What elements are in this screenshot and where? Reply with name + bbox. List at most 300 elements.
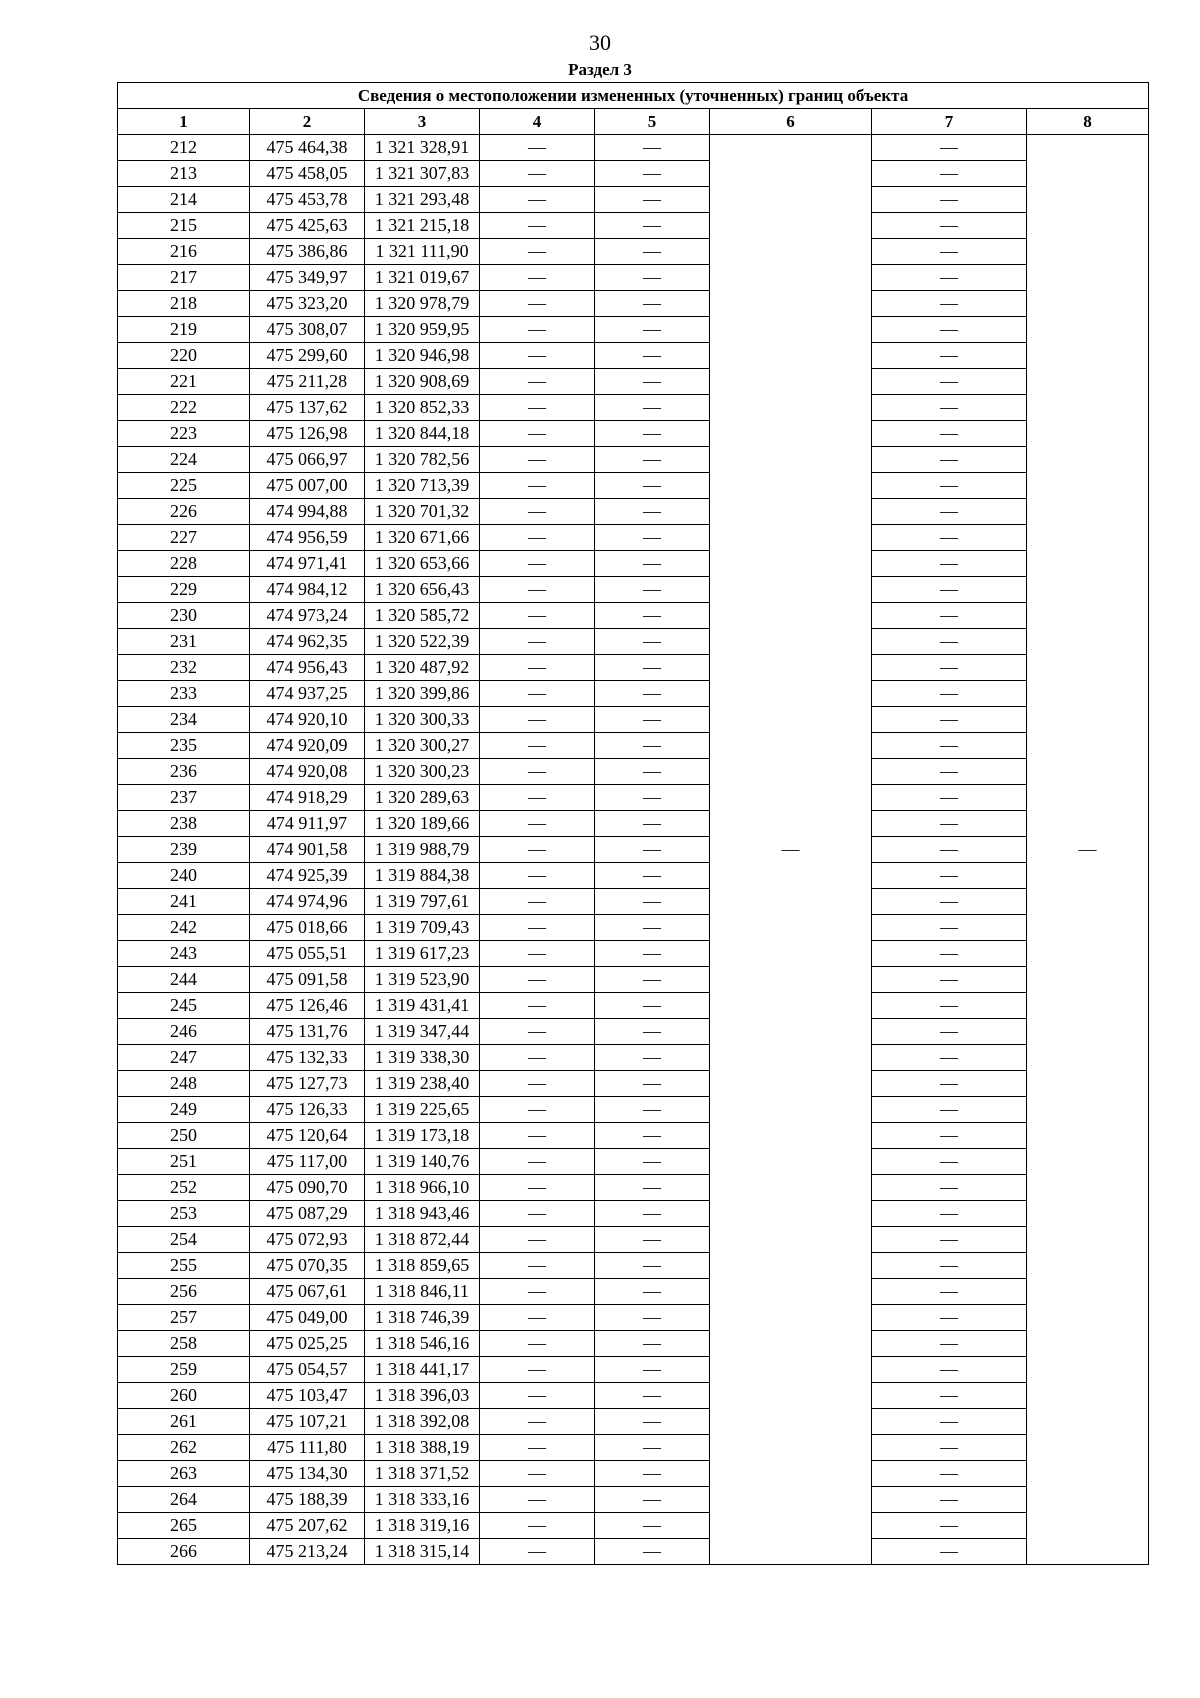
coord-y: 1 320 522,39 xyxy=(365,629,480,655)
col4-value: — xyxy=(480,785,595,811)
coord-x: 475 213,24 xyxy=(250,1539,365,1565)
col7-value: — xyxy=(872,941,1027,967)
point-number: 216 xyxy=(118,239,250,265)
point-number: 255 xyxy=(118,1253,250,1279)
table-row xyxy=(118,447,1149,473)
point-number: 243 xyxy=(118,941,250,967)
col7-value: — xyxy=(872,317,1027,343)
col4-value: — xyxy=(480,1253,595,1279)
col7-value: — xyxy=(872,655,1027,681)
point-number: 259 xyxy=(118,1357,250,1383)
point-number: 244 xyxy=(118,967,250,993)
table-row xyxy=(118,1331,1149,1357)
col4-value: — xyxy=(480,291,595,317)
point-number: 260 xyxy=(118,1383,250,1409)
col4-value: — xyxy=(480,525,595,551)
col5-value: — xyxy=(595,265,710,291)
table-row xyxy=(118,889,1149,915)
col4-value: — xyxy=(480,1149,595,1175)
table-row xyxy=(118,785,1149,811)
coord-y: 1 321 307,83 xyxy=(365,161,480,187)
point-number: 235 xyxy=(118,733,250,759)
coord-y: 1 318 319,16 xyxy=(365,1513,480,1539)
col7-value: — xyxy=(872,707,1027,733)
coord-y: 1 318 859,65 xyxy=(365,1253,480,1279)
coord-x: 474 994,88 xyxy=(250,499,365,525)
table-row xyxy=(118,707,1149,733)
col4-value: — xyxy=(480,1409,595,1435)
coord-x: 475 458,05 xyxy=(250,161,365,187)
col5-value: — xyxy=(595,1539,710,1565)
point-number: 224 xyxy=(118,447,250,473)
column-header-7: 7 xyxy=(872,109,1027,135)
point-number: 256 xyxy=(118,1279,250,1305)
col7-value: — xyxy=(872,603,1027,629)
coord-x: 474 956,59 xyxy=(250,525,365,551)
point-number: 219 xyxy=(118,317,250,343)
coord-y: 1 319 709,43 xyxy=(365,915,480,941)
table-row xyxy=(118,1019,1149,1045)
col4-value: — xyxy=(480,811,595,837)
coord-x: 475 131,76 xyxy=(250,1019,365,1045)
coord-y: 1 319 884,38 xyxy=(365,863,480,889)
table-row xyxy=(118,1097,1149,1123)
coord-y: 1 318 388,19 xyxy=(365,1435,480,1461)
col7-value: — xyxy=(872,525,1027,551)
point-number: 238 xyxy=(118,811,250,837)
col4-value: — xyxy=(480,265,595,291)
column-header-2: 2 xyxy=(250,109,365,135)
point-number: 261 xyxy=(118,1409,250,1435)
coord-x: 475 054,57 xyxy=(250,1357,365,1383)
coord-x: 475 055,51 xyxy=(250,941,365,967)
coord-y: 1 321 293,48 xyxy=(365,187,480,213)
coord-x: 475 070,35 xyxy=(250,1253,365,1279)
col4-value: — xyxy=(480,967,595,993)
coord-y: 1 318 746,39 xyxy=(365,1305,480,1331)
coord-y: 1 320 978,79 xyxy=(365,291,480,317)
coord-x: 475 207,62 xyxy=(250,1513,365,1539)
col5-value: — xyxy=(595,1487,710,1513)
point-number: 233 xyxy=(118,681,250,707)
col4-value: — xyxy=(480,161,595,187)
coord-x: 474 901,58 xyxy=(250,837,365,863)
col5-value: — xyxy=(595,213,710,239)
col7-value: — xyxy=(872,1435,1027,1461)
col5-value: — xyxy=(595,1149,710,1175)
coord-y: 1 320 782,56 xyxy=(365,447,480,473)
col4-value: — xyxy=(480,629,595,655)
col7-value: — xyxy=(872,213,1027,239)
coord-y: 1 318 371,52 xyxy=(365,1461,480,1487)
point-number: 232 xyxy=(118,655,250,681)
col4-value: — xyxy=(480,1357,595,1383)
col5-value: — xyxy=(595,759,710,785)
coord-x: 475 025,25 xyxy=(250,1331,365,1357)
col5-value: — xyxy=(595,1435,710,1461)
col7-value: — xyxy=(872,369,1027,395)
col5-value: — xyxy=(595,1383,710,1409)
coord-y: 1 319 617,23 xyxy=(365,941,480,967)
point-number: 236 xyxy=(118,759,250,785)
coord-x: 474 920,08 xyxy=(250,759,365,785)
point-number: 223 xyxy=(118,421,250,447)
coord-x: 475 349,97 xyxy=(250,265,365,291)
table-row xyxy=(118,395,1149,421)
coord-y: 1 320 844,18 xyxy=(365,421,480,447)
coord-y: 1 320 959,95 xyxy=(365,317,480,343)
coord-x: 475 117,00 xyxy=(250,1149,365,1175)
table-row xyxy=(118,1357,1149,1383)
table-row xyxy=(118,343,1149,369)
coord-y: 1 321 328,91 xyxy=(365,135,480,161)
coord-x: 475 425,63 xyxy=(250,213,365,239)
col4-value: — xyxy=(480,1045,595,1071)
col5-value: — xyxy=(595,837,710,863)
col5-value: — xyxy=(595,551,710,577)
table-row xyxy=(118,1071,1149,1097)
col5-value: — xyxy=(595,1123,710,1149)
coord-y: 1 318 546,16 xyxy=(365,1331,480,1357)
coord-x: 474 918,29 xyxy=(250,785,365,811)
table-row xyxy=(118,1513,1149,1539)
coord-x: 475 103,47 xyxy=(250,1383,365,1409)
col7-value: — xyxy=(872,577,1027,603)
point-number: 231 xyxy=(118,629,250,655)
col4-value: — xyxy=(480,1305,595,1331)
coord-y: 1 318 943,46 xyxy=(365,1201,480,1227)
col5-value: — xyxy=(595,1045,710,1071)
coord-y: 1 320 289,63 xyxy=(365,785,480,811)
coord-x: 474 911,97 xyxy=(250,811,365,837)
coord-y: 1 319 347,44 xyxy=(365,1019,480,1045)
coord-x: 475 049,00 xyxy=(250,1305,365,1331)
col4-value: — xyxy=(480,1175,595,1201)
table-row xyxy=(118,941,1149,967)
point-number: 265 xyxy=(118,1513,250,1539)
col5-value: — xyxy=(595,863,710,889)
col4-value: — xyxy=(480,395,595,421)
coord-x: 475 134,30 xyxy=(250,1461,365,1487)
coord-x: 475 126,33 xyxy=(250,1097,365,1123)
point-number: 251 xyxy=(118,1149,250,1175)
col7-value: — xyxy=(872,1149,1027,1175)
coord-x: 475 007,00 xyxy=(250,473,365,499)
coord-x: 474 937,25 xyxy=(250,681,365,707)
coord-y: 1 320 300,23 xyxy=(365,759,480,785)
table-row xyxy=(118,1435,1149,1461)
col7-value: — xyxy=(872,759,1027,785)
coord-y: 1 318 872,44 xyxy=(365,1227,480,1253)
coord-y: 1 320 656,43 xyxy=(365,577,480,603)
coord-y: 1 320 671,66 xyxy=(365,525,480,551)
col7-value: — xyxy=(872,1357,1027,1383)
coord-x: 475 132,33 xyxy=(250,1045,365,1071)
col7-value: — xyxy=(872,1227,1027,1253)
coord-y: 1 318 315,14 xyxy=(365,1539,480,1565)
point-number: 221 xyxy=(118,369,250,395)
table-row xyxy=(118,1461,1149,1487)
table-row xyxy=(118,967,1149,993)
table-row xyxy=(118,837,1149,863)
col4-value: — xyxy=(480,1539,595,1565)
coord-y: 1 320 300,27 xyxy=(365,733,480,759)
col7-value: — xyxy=(872,161,1027,187)
col5-value: — xyxy=(595,1201,710,1227)
col7-value: — xyxy=(872,1539,1027,1565)
coord-x: 475 323,20 xyxy=(250,291,365,317)
col4-value: — xyxy=(480,447,595,473)
col7-value: — xyxy=(872,473,1027,499)
table-row xyxy=(118,1149,1149,1175)
col5-value: — xyxy=(595,707,710,733)
point-number: 214 xyxy=(118,187,250,213)
table-row xyxy=(118,993,1149,1019)
coord-y: 1 320 713,39 xyxy=(365,473,480,499)
table-row xyxy=(118,603,1149,629)
point-number: 225 xyxy=(118,473,250,499)
point-number: 218 xyxy=(118,291,250,317)
col5-value: — xyxy=(595,343,710,369)
coord-x: 475 453,78 xyxy=(250,187,365,213)
col5-value: — xyxy=(595,1279,710,1305)
coord-x: 474 925,39 xyxy=(250,863,365,889)
coord-x: 475 211,28 xyxy=(250,369,365,395)
col4-value: — xyxy=(480,1019,595,1045)
col5-value: — xyxy=(595,785,710,811)
col7-value: — xyxy=(872,915,1027,941)
col7-value: — xyxy=(872,343,1027,369)
col5-value: — xyxy=(595,1305,710,1331)
coord-y: 1 319 225,65 xyxy=(365,1097,480,1123)
coord-y: 1 318 441,17 xyxy=(365,1357,480,1383)
coord-x: 475 091,58 xyxy=(250,967,365,993)
table-row xyxy=(118,1383,1149,1409)
col7-value: — xyxy=(872,447,1027,473)
col6-merged-value: — xyxy=(710,135,872,1565)
coord-y: 1 320 653,66 xyxy=(365,551,480,577)
coord-y: 1 320 701,32 xyxy=(365,499,480,525)
point-number: 239 xyxy=(118,837,250,863)
coord-y: 1 318 392,08 xyxy=(365,1409,480,1435)
col5-value: — xyxy=(595,1071,710,1097)
table-caption: Сведения о местоположении измененных (уточненных) границ объекта xyxy=(118,83,1149,109)
col4-value: — xyxy=(480,759,595,785)
point-number: 263 xyxy=(118,1461,250,1487)
col5-value: — xyxy=(595,1331,710,1357)
table-row xyxy=(118,681,1149,707)
col4-value: — xyxy=(480,1513,595,1539)
col5-value: — xyxy=(595,1019,710,1045)
coord-y: 1 318 333,16 xyxy=(365,1487,480,1513)
coord-x: 475 299,60 xyxy=(250,343,365,369)
table-row xyxy=(118,811,1149,837)
point-number: 245 xyxy=(118,993,250,1019)
coord-x: 475 067,61 xyxy=(250,1279,365,1305)
col4-value: — xyxy=(480,1123,595,1149)
col7-value: — xyxy=(872,1071,1027,1097)
table-row xyxy=(118,239,1149,265)
coord-y: 1 319 338,30 xyxy=(365,1045,480,1071)
coord-y: 1 320 585,72 xyxy=(365,603,480,629)
point-number: 250 xyxy=(118,1123,250,1149)
col4-value: — xyxy=(480,941,595,967)
coord-x: 475 087,29 xyxy=(250,1201,365,1227)
table-row xyxy=(118,369,1149,395)
point-number: 246 xyxy=(118,1019,250,1045)
col7-value: — xyxy=(872,1305,1027,1331)
table-row xyxy=(118,473,1149,499)
point-number: 237 xyxy=(118,785,250,811)
col4-value: — xyxy=(480,1487,595,1513)
col7-value: — xyxy=(872,499,1027,525)
col4-value: — xyxy=(480,213,595,239)
col5-value: — xyxy=(595,1097,710,1123)
table-row xyxy=(118,1201,1149,1227)
point-number: 258 xyxy=(118,1331,250,1357)
col7-value: — xyxy=(872,889,1027,915)
col7-value: — xyxy=(872,629,1027,655)
table-row xyxy=(118,1253,1149,1279)
col7-value: — xyxy=(872,1123,1027,1149)
point-number: 248 xyxy=(118,1071,250,1097)
point-number: 220 xyxy=(118,343,250,369)
col5-value: — xyxy=(595,291,710,317)
table-row xyxy=(118,1045,1149,1071)
col5-value: — xyxy=(595,1409,710,1435)
point-number: 242 xyxy=(118,915,250,941)
coord-x: 475 018,66 xyxy=(250,915,365,941)
table-row xyxy=(118,499,1149,525)
table-row xyxy=(118,317,1149,343)
coord-y: 1 319 523,90 xyxy=(365,967,480,993)
table-row xyxy=(118,655,1149,681)
coord-x: 475 308,07 xyxy=(250,317,365,343)
col7-value: — xyxy=(872,265,1027,291)
col4-value: — xyxy=(480,369,595,395)
coord-y: 1 320 946,98 xyxy=(365,343,480,369)
col7-value: — xyxy=(872,1409,1027,1435)
col4-value: — xyxy=(480,551,595,577)
col5-value: — xyxy=(595,889,710,915)
point-number: 247 xyxy=(118,1045,250,1071)
col4-value: — xyxy=(480,1071,595,1097)
point-number: 212 xyxy=(118,135,250,161)
coord-x: 474 984,12 xyxy=(250,577,365,603)
col7-value: — xyxy=(872,967,1027,993)
col5-value: — xyxy=(595,681,710,707)
col4-value: — xyxy=(480,1227,595,1253)
col7-value: — xyxy=(872,1331,1027,1357)
table-row xyxy=(118,1305,1149,1331)
table-row xyxy=(118,213,1149,239)
col7-value: — xyxy=(872,239,1027,265)
coord-x: 474 962,35 xyxy=(250,629,365,655)
col7-value: — xyxy=(872,785,1027,811)
col5-value: — xyxy=(595,447,710,473)
col4-value: — xyxy=(480,915,595,941)
col4-value: — xyxy=(480,343,595,369)
col4-value: — xyxy=(480,681,595,707)
table-row xyxy=(118,915,1149,941)
coord-y: 1 318 966,10 xyxy=(365,1175,480,1201)
coord-y: 1 321 019,67 xyxy=(365,265,480,291)
coord-y: 1 319 173,18 xyxy=(365,1123,480,1149)
column-header-1: 1 xyxy=(118,109,250,135)
coord-y: 1 320 300,33 xyxy=(365,707,480,733)
table-body xyxy=(118,135,1149,1565)
col7-value: — xyxy=(872,421,1027,447)
coord-x: 474 974,96 xyxy=(250,889,365,915)
coord-x: 475 464,38 xyxy=(250,135,365,161)
col4-value: — xyxy=(480,993,595,1019)
col5-value: — xyxy=(595,317,710,343)
coord-y: 1 319 238,40 xyxy=(365,1071,480,1097)
col4-value: — xyxy=(480,317,595,343)
col4-value: — xyxy=(480,707,595,733)
table-row xyxy=(118,161,1149,187)
coord-x: 475 066,97 xyxy=(250,447,365,473)
table-row xyxy=(118,1227,1149,1253)
table-row xyxy=(118,1175,1149,1201)
col5-value: — xyxy=(595,629,710,655)
point-number: 227 xyxy=(118,525,250,551)
table-row xyxy=(118,1539,1149,1565)
col5-value: — xyxy=(595,1227,710,1253)
table-row xyxy=(118,525,1149,551)
col4-value: — xyxy=(480,1383,595,1409)
point-number: 252 xyxy=(118,1175,250,1201)
table-row xyxy=(118,421,1149,447)
col4-value: — xyxy=(480,1331,595,1357)
col7-value: — xyxy=(872,811,1027,837)
col5-value: — xyxy=(595,1357,710,1383)
coord-x: 475 126,46 xyxy=(250,993,365,1019)
col7-value: — xyxy=(872,733,1027,759)
col7-value: — xyxy=(872,1201,1027,1227)
col4-value: — xyxy=(480,733,595,759)
col7-value: — xyxy=(872,1097,1027,1123)
col7-value: — xyxy=(872,993,1027,1019)
col7-value: — xyxy=(872,1279,1027,1305)
col5-value: — xyxy=(595,655,710,681)
col7-value: — xyxy=(872,187,1027,213)
column-header-6: 6 xyxy=(710,109,872,135)
coord-y: 1 320 487,92 xyxy=(365,655,480,681)
point-number: 266 xyxy=(118,1539,250,1565)
col4-value: — xyxy=(480,655,595,681)
page-number: 30 xyxy=(589,30,611,55)
table-row xyxy=(118,187,1149,213)
coord-x: 475 107,21 xyxy=(250,1409,365,1435)
point-number: 229 xyxy=(118,577,250,603)
table-row xyxy=(118,629,1149,655)
coord-y: 1 319 140,76 xyxy=(365,1149,480,1175)
column-header-4: 4 xyxy=(480,109,595,135)
table-row xyxy=(118,551,1149,577)
col4-value: — xyxy=(480,837,595,863)
col5-value: — xyxy=(595,967,710,993)
coord-y: 1 320 908,69 xyxy=(365,369,480,395)
col7-value: — xyxy=(872,551,1027,577)
coord-x: 475 090,70 xyxy=(250,1175,365,1201)
col7-value: — xyxy=(872,1253,1027,1279)
col5-value: — xyxy=(595,239,710,265)
col7-value: — xyxy=(872,837,1027,863)
coord-x: 474 920,10 xyxy=(250,707,365,733)
col8-merged-value: — xyxy=(1027,135,1149,1565)
point-number: 262 xyxy=(118,1435,250,1461)
